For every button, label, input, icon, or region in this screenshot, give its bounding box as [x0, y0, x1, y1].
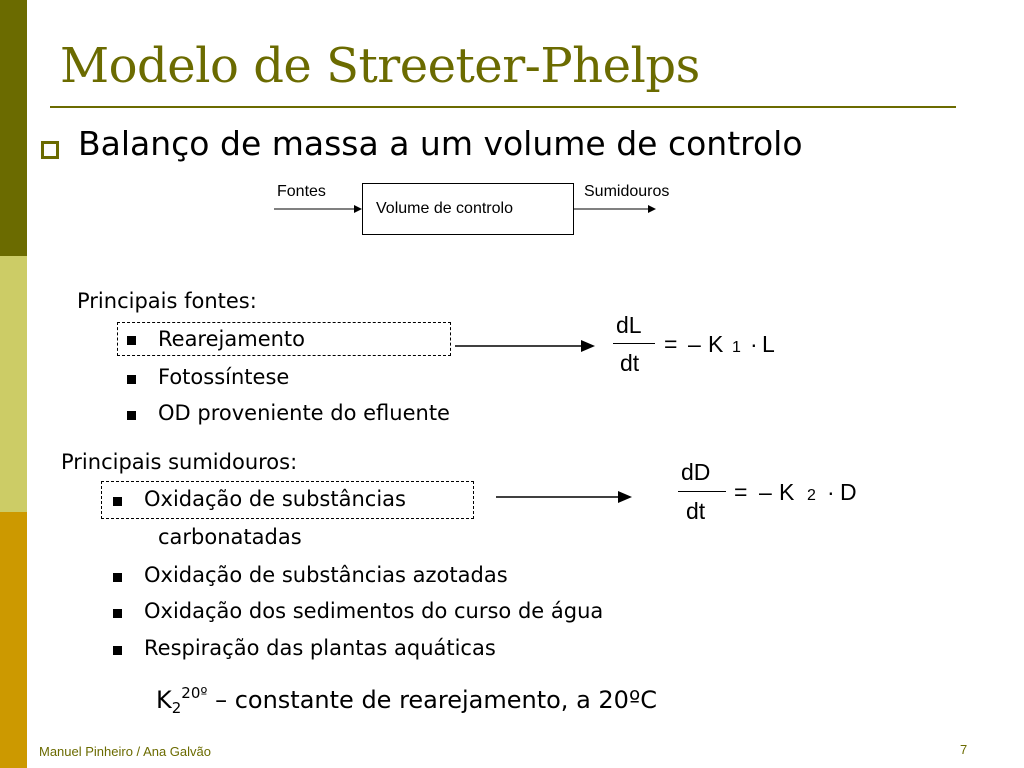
title-divider [50, 106, 956, 108]
eq1-subscript: 1 [732, 339, 741, 356]
eq2-subscript: 2 [807, 487, 816, 504]
sources-arrow-icon [455, 336, 600, 356]
footer-authors: Manuel Pinheiro / Ana Galvão [39, 744, 211, 759]
eq1-minus: – [688, 331, 701, 357]
k2-subscript: 2 [171, 699, 182, 717]
eq1-constant: K [708, 331, 724, 357]
square-bullet-icon [127, 411, 136, 420]
square-bullet-icon [127, 375, 136, 384]
square-bullet-icon [113, 573, 122, 582]
eq2-denominator: dt [686, 498, 706, 524]
slide-title: Modelo de Streeter-Phelps [60, 38, 700, 94]
control-volume-box [362, 183, 574, 235]
page-number: 7 [960, 742, 968, 757]
sink-item-continuation: carbonatadas [158, 525, 302, 549]
eq2-variable: D [840, 479, 857, 505]
sources-heading: Principais fontes: [77, 289, 257, 313]
sinks-heading: Principais sumidouros: [61, 450, 298, 474]
source-item: OD proveniente do efluente [158, 401, 450, 425]
control-volume-label: Volume de controlo [376, 200, 513, 217]
k2-definition [156, 684, 657, 717]
square-bullet-icon [127, 336, 136, 345]
k2-symbol: K [156, 686, 172, 714]
eq1-denominator: dt [620, 350, 640, 376]
accent-bar-top [0, 0, 27, 256]
k2-text: – constante de rearejamento, a 20ºC [207, 686, 658, 714]
accent-bar-bottom [0, 512, 27, 768]
sink-item: Respiração das plantas aquáticas [144, 636, 496, 660]
eq1-dot: · [750, 331, 758, 357]
eq1-equals: = [664, 331, 678, 357]
k2-superscript: 20º [181, 684, 208, 702]
eq2-numerator: dD [681, 459, 711, 485]
hollow-square-bullet-icon [41, 141, 59, 159]
source-item: Rearejamento [158, 327, 305, 351]
sinks-arrow-icon [496, 487, 641, 507]
eq2-dot: · [827, 479, 835, 505]
eq2-equals: = [734, 479, 748, 505]
square-bullet-icon [113, 646, 122, 655]
eq1-numerator: dL [616, 312, 642, 338]
eq1-fraction-bar [613, 343, 655, 344]
square-bullet-icon [113, 497, 122, 506]
square-bullet-icon [113, 609, 122, 618]
eq2-fraction-bar [678, 491, 726, 492]
eq2-constant: K [779, 479, 795, 505]
diagram-output-arrow-icon [574, 200, 664, 220]
sink-item: Oxidação dos sedimentos do curso de água [144, 599, 604, 623]
accent-bar-middle [0, 256, 27, 512]
source-item: Fotossíntese [158, 365, 290, 389]
sink-item: Oxidação de substâncias azotadas [144, 563, 508, 587]
diagram-input-label: Fontes [277, 183, 326, 200]
eq1-variable: L [762, 331, 775, 357]
eq2-minus: – [759, 479, 772, 505]
diagram-input-arrow-icon [270, 200, 370, 220]
main-bullet-text: Balanço de massa a um volume de controlo [78, 124, 803, 163]
sink-item: Oxidação de substâncias [144, 487, 406, 511]
diagram-output-label: Sumidouros [584, 183, 670, 200]
